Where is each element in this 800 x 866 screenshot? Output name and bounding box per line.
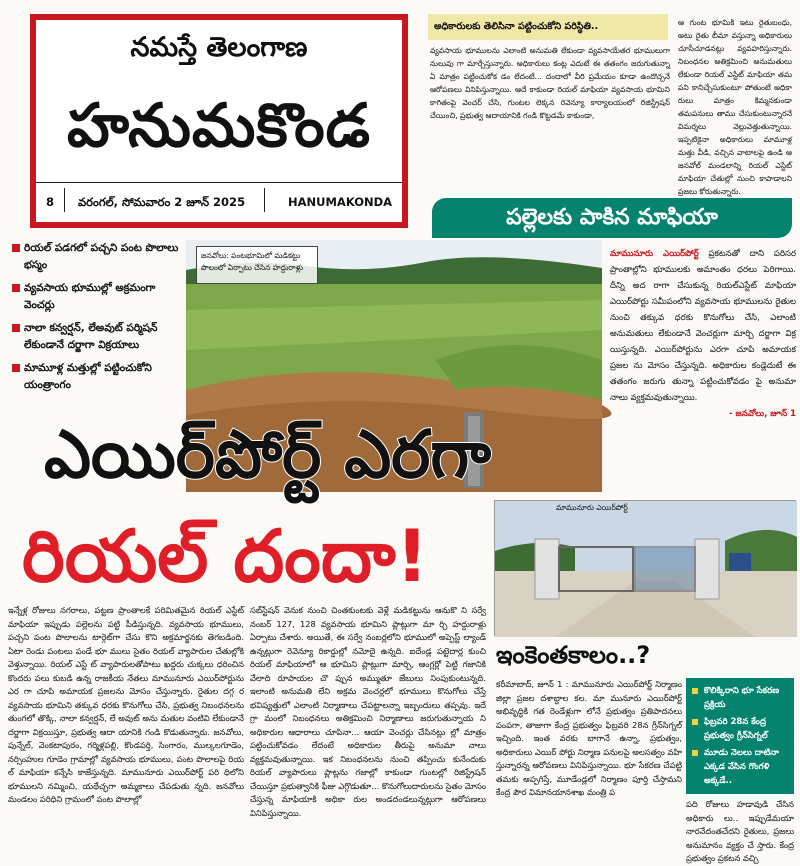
bullet-square-icon [12,284,20,292]
key-point: మూడు నెలలు దాటినా ఎక్కడ వేసిన గొంగళి అక్కడే.. [692,746,788,788]
bullet-square-icon [12,244,20,252]
section-headline-band: పల్లెలకు పాకిన మాఫియా [432,198,792,238]
page-number: 8 [46,195,55,209]
body-column-2: సబ్‌స్టేషన్ వెనుక నుంచి చింతకుంటకు వెళ్లే మడికట్టును ఆనుకొ ని సర్వే నంబర్ 127, 128 వ్యవసాయ భూమిని ప్లాట్లుగా మా ర్చి హద్దురాళ్లు ఏర్పాటు చేశారు. అయితే, ఈ సర్వే నంబర్లలోని భూములో అప్పెస్ట్ ల్యాండ్ ఉన్నట్లుగా రెవెన్యూ రికార్డుల్లో నమోదై ఉన్నది. ఐదేండ్ల పట్టెదార్ల కుంచి రియల్ మాఫియాలో ఆ భూమిని ప్లాట్లుగా మార్చి, ఆంగ్లర్లో పెట్టి గజానికి వేలాది రూపాయల చొ ప్పున అమ్ముతూ జేబులు నింపుకుంటున్నది. ఇలాంటి అనుమతి లేని అక్రమ వెంచర్లలో భూములు కొనుగోలు చేస్తే భవిష్యత్తులో ఎలాంటి నిర్మాణాలు చేపట్టాలన్నా ఇబ్బందులు తప్పవు. ఇదే గ్రా మంలో నిబంధనలు అతిక్రమించి నిర్మాణాలు జరుగుతున్నాయ ని అధికారుల ఆధారాలు చూపినా... ఆయా వెంచర్లు చేసినట్లు ల్లో మాత్రం పట్టించుకోవడం లేదంటే అధికారుల తీరుపై అనుమా నాలు వ్యక్తమవుతున్నాయి. ఇక నిబంధనలను నుంచి తప్పించు కునేందుకు రియల్ వ్యాపారులు ప్లాట్లను గజాల్లో కాకుండా గుంటల్లో రిజిస్ట్రేషన్ చేయిస్తూ ప్రభుత్వానికి ఫీజు ఎగ్గొడుతూ... కొనుగోలుదారులను సైతం మోసం చేస్తున్న మాఫియాకి అధికా రుల అండదండలున్నట్లుగా ఆరోపణలు వినిపిస్తున్నాయి. [250,605,486,818]
divider [64,188,65,212]
story-credit: - జనవోలు, జూన్ 1 [729,409,796,419]
story-text: ప్రకటనతో దాని పరిసర ప్రాంతాల్లోని భూములకు అమాంతం ధరలు పెరిగాయి. దీన్ని అద రాగా చేసుకున్న రియల్‌ఎస్టేట్ మాఫియా ఎయిర్‌పోర్టు సమీపంలోని వ్యవసాయ భూములను రైతుల నుంచి తక్కువ ధరకు కొనుగోలు చేసి, ఎలాంటి అనుమతులు లేకుండానే వెంచర్లుగా మార్చి దర్జాగా విక్ర యిస్తున్నది. ఎయిర్‌పోర్టును ఎరగా చూపి అమాయక ప్రజల ను మోసం చేస్తున్నది. అధికారుల కండ్లెదుటే ఈ తతంగం జరుగు తున్నా పట్టించుకోవడం పై అనుమా నాలు వ్యక్తమవుతున్నాయి. [610,249,796,403]
highlight-item: రియల్ పడగలో పచ్చని పంట పొలాలు భస్మం [6,240,184,274]
bullet-square-icon [692,719,698,725]
top-story-column-2: ఆ గుంట భూమికి ఇటు రైతుబంధు, అటు రైతు బీమా వస్తున్నా అధికారులు చూసీచూడనట్లు వ్యవహరిస్తున్నారు. నిబంధనల అతిక్రమించి అనుమతులు లేకుండా రియల్ ఎస్టేట్ మాఫియా తమ పని కానిచ్చేసుకుంటూ పోతుంటే అధికా రులు మాత్రం కిమ్మనకుండా తమపనులు తాము చేసుకుంటున్నారనే విమర్శలు వెల్లువెత్తుతున్నాయి. ఇప్పటికైనా అధికారులు మామూళ్ల మత్తు వీడి, వచ్చిన వాటాలపై ఉండి ఆ జనవోల్ మండలాన్ని రియల్ ఎస్టేట్ మాఫియా చేతుల్లో నుంచి కాపాడాలని ప్రజలు కోరుతున్నారు. [678,18,792,196]
divider [264,188,265,212]
dateline [36,182,402,222]
highlight-item: మామూళ్ల మత్తుల్లో పట్టించుకోని యంత్రాంగం [6,360,184,394]
bullet-square-icon [692,750,698,756]
highlights-list [6,240,184,400]
top-story-column-1: వ్యవసాయ భూములను ఎలాంటి అనుమతి లేకుండా వ్యవసాయేతర భూములుగా నులువు గా మార్చేస్తున్నారు. అధికారులు కంట్ల ఎదుటే ఈ తతంగం జరుగుతున్నా ఏ మాత్రం పట్టించుకోక డం లేదంటే... దందాలో వీరి ప్రమేయం కూడా ఉందొచ్చనే ఆరోపణలు వినిపిస్తున్నాయి. ఆదే కాకుండా రియల్ మాఫియా వ్యవసాయ భూమిని కాగితంపై వెంచర్ చేసి, గుంటల లెక్కన రెవెన్యూ కార్యాలయంలో రిజిస్ట్రేషన్ చేయించి, ప్రభుత్వ ఆదాయానికి గండి కొట్టడమే కాకుండా, [430,46,670,120]
body-column-3: కరీమాబాద్, జూన్ 1 : మామునూరు ఎయిర్‌పోర్ట్ నిర్మాణం జిల్లా ప్రజల దశాబ్దాల కల. మా మునూరు ఎయిర్‌పోర్ట్ అభివృద్ధికి గత రెండేళ్లుగా లోనే ప్రభుత్వం ప్రతిపాదనలు పంపగా, తాజాగా కేంద్ర ప్రభుత్వం ఫిబ్రవరి 28న గ్రీన్‌సిగ్నల్ ఇచ్చింది. ఇంత వరకు బాగానే ఉన్నా, ప్రభుత్వం, అధికారులు ఎయిర్‌ పోర్టు నిర్మాణ పనులపై అలసత్వం వహి స్తున్నారన్న ఆరోపణలు వినిపిస్తున్నాయి. భూ సేకరణ చేపట్టి తమకు అప్పగిస్తే, మూడేండ్లలో నిర్మాణం పూర్తి చేస్తామని కేంద్ర పౌర విమానయానశాఖ మంత్రి ప [496,679,682,797]
photo-caption: జనవోలు: పంటభూమిలో మడికట్టు పొలంలో ఏర్పాటు చేసిన హద్దురాళ్లు [196,246,318,284]
date: వరంగల్, సోమవారం 2 జూన్ 2025 [78,195,246,209]
bullet-square-icon [12,324,20,332]
sub-headline: ఇంకెంతకాలం..? [496,641,651,669]
key-point: ఫిబ్రవరి 28న కేంద్ర ప్రభుత్వం గ్రీన్‌సిగ్నల్ [692,715,788,743]
highlight-item: వ్యవసాయ భూముల్లో అక్రమంగా వెంచర్లు [6,280,184,314]
bullet-square-icon [12,364,20,372]
masthead [30,14,408,228]
key-points-box [686,678,794,794]
bullet-square-icon [692,688,698,694]
red-headline: రియల్ దందా! [22,514,429,598]
right-story [610,246,796,486]
edition-title: హనుమకొండ [66,91,372,161]
airport-photo-caption: మామునూరు ఎయిర్‌పోర్ట్ [556,503,628,512]
top-story-headline: అధికారులకు తెలిసినా పట్టించుకోని పరిస్థితి.. [428,14,668,40]
highlight-item: నాలా కన్వర్షన్, లేఅవుట్ పర్మిషన్ లేకుండానే దర్జాగా విక్రయాలు [6,320,184,354]
key-point: కొలిక్కిరాని భూ సేకరణ ప్రక్రియ [692,684,788,712]
main-headline: ఎయిర్‌పోర్ట్ ఎరగా [44,416,492,493]
body-column-4: పది రోజులు హడావుడి చేసిన అధికారు లు.. ఇప్పుడేమయా నారనేదంతచేదని రైతులు, ప్రజలు అనుమానం వ్యక్తం చే స్తారు. కేంద్ర ప్రభుత్వం ప్రకటన వచ్చి [686,799,794,863]
body-column-1: ఇన్నేళ్ల రోజులు నగరాలు, పట్టణ ప్రాంతాలకే పరిమితమైన రియల్ ఎస్టేట్ మాఫియా ఇప్పుడు పల్లెలను పట్టి పీడిస్తున్నది. వ్యవసాయ భూములు, పచ్చని పంట పొలాలను టార్గెట్‌గా చేసు కొని అక్రమార్జనకు తెగబడింది. ఏటా రెండు పంటలు పండే భూ ములు సైతం రియల్ వ్యాపారుల చేతుల్లోకి వెళ్తున్నాయి. రియల్ ఎస్టే ట్ వ్యాపారులతోపాటు ఖద్దరు చుక్కలు ధరించిన కొందరు పలు కుబడి ఉన్న రాజకీయ నేతలు మామునూరు ఎయిర్‌పోర్టును ఎర గా చూపి అమాయక ప్రజలను మోసం చేస్తున్నారు. రైతుల దగ్గ ర వ్యవసాయ భూమిని తక్కువ ధరకు కొనుగోలు చేసి, ప్రభుత్వ నిబంధనలను తుంగలో తొక్కి, నాలా కన్వర్షన్, లే అవుట్ అను మతుల వంటివి లేకుండానే దర్జాగా విక్రయిస్తూ, ప్రభుత్వ ఆదా యానికి గండి కొడుతున్నారు. జనవోలు, పున్నేల్, వెంకటాపురం, గర్మిళ్లపల్లి, కొండపర్తి, సింగారం, ముల్కలగూడెం, నర్సింహుల గూడెం గ్రామాల్లో వ్యవసాయ భూములు, పంట పొలాలపై రియ ల్ మాఫియా కన్నేసి కాజేస్తున్నది. మామునూరు ఎయిర్‌పోర్ట్ పరి ధిలోని భూములని నమ్మించి, యథేచ్ఛగా అమ్మకాలు చేపడుతు న్నది. జనవోలు మండలం పరిధిని గ్రామంలో పంట పొలాల్లో [8,605,244,804]
top-story [428,14,794,196]
story-lead: మామునూరు ఎయిర్‌పోర్ట్ [610,249,699,259]
airport-gate-photo [494,500,796,636]
edition-label: HANUMAKONDA [288,195,393,209]
newspaper-brand: నమస్తే తెలంగాణ [130,32,308,63]
